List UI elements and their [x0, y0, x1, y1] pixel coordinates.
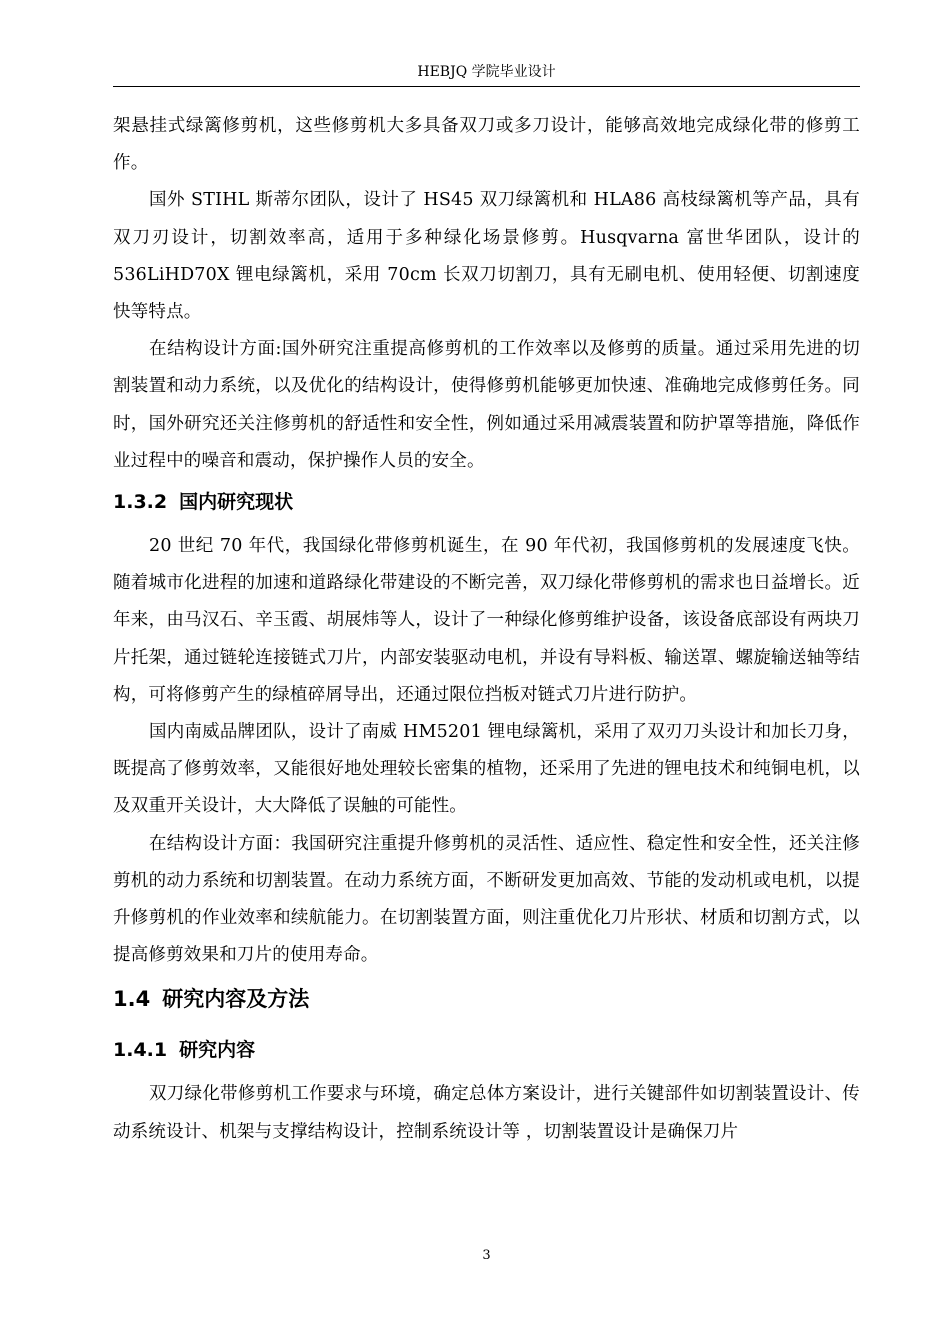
heading-1-4-1	[113, 1028, 860, 1076]
paragraph-foreign-structure: 在结构设计方面:国外研究注重提高修剪机的工作效率以及修剪的质量。通过采用先进的切割装置和动力系统，以及优化的结构设计，使得修剪机能够更加快速、准确地完成修剪任务。同时，国外研究还关注修剪机的舒适性和安全性，例如通过采用减震装置和防护罩等措施，降低作业过程中的噪音和震动，保护操作人员的安全。	[113, 339, 860, 471]
paragraph-research-content: 双刀绿化带修剪机工作要求与环境，确定总体方案设计，进行关键部件如切割装置设计、传动系统设计、机架与支撑结构设计，控制系统设计等 ，切割装置设计是确保刀片	[113, 1084, 860, 1142]
document-body	[113, 108, 860, 1151]
paragraph-stihl-husqvarna: 国外 STIHL 斯蒂尔团队，设计了 HS45 双刀绿篱机和 HLA86 高枝绿篱机等产品，具有双刀刃设计，切割效率高，适用于多种绿化场景修剪。Husqvarna 富世华团队，设计的 536LiHD70X 锂电绿篱机，采用 70cm 长双刀切割刀，具有无刷电机、使用轻便、切割速度快等特点。	[113, 190, 860, 323]
heading-text: 研究内容	[179, 1039, 256, 1062]
heading-number: 1.4	[113, 987, 151, 1012]
heading-number: 1.3.2	[113, 491, 168, 514]
page-header: HEBJQ 学院毕业设计	[417, 64, 556, 80]
heading-1-3-2	[113, 480, 860, 528]
heading-1-4	[113, 974, 860, 1028]
paragraph-continued: 架悬挂式绿篱修剪机，这些修剪机大多具备双刀或多刀设计，能够高效地完成绿化带的修剪工作。	[113, 116, 860, 174]
paragraph-nanwei: 国内南威品牌团队，设计了南威 HM5201 锂电绿篱机，采用了双刃刀头设计和加长刀身，既提高了修剪效率，又能很好地处理较长密集的植物，还采用了先进的锂电技术和纯铜电机，以及双重开关设计，大大降低了误触的可能性。	[113, 722, 860, 817]
paragraph-domestic-history: 20 世纪 70 年代，我国绿化带修剪机诞生，在 90 年代初，我国修剪机的发展速度飞快。随着城市化进程的加速和道路绿化带建设的不断完善，双刀绿化带修剪机的需求也日益增长。近年来，由马汉石、辛玉霞、胡展炜等人，设计了一种绿化修剪维护设备，该设备底部设有两块刀片托架，通过链轮连接链式刀片，内部安装驱动电机，并设有导料板、输送罩、螺旋输送轴等结构，可将修剪产生的绿植碎屑导出，还通过限位挡板对链式刀片进行防护。	[113, 536, 860, 705]
paragraph-domestic-structure: 在结构设计方面：我国研究注重提升修剪机的灵活性、适应性、稳定性和安全性，还关注修剪机的动力系统和切割装置。在动力系统方面，不断研发更加高效、节能的发动机或电机，以提升修剪机的作业效率和续航能力。在切割装置方面，则注重优化刀片形状、材质和切割方式，以提高修剪效果和刀片的使用寿命。	[113, 833, 860, 966]
header-divider	[113, 86, 860, 87]
heading-number: 1.4.1	[113, 1039, 168, 1062]
heading-text: 国内研究现状	[179, 491, 294, 514]
heading-text: 研究内容及方法	[162, 987, 310, 1012]
page-number: 3	[482, 1248, 491, 1263]
